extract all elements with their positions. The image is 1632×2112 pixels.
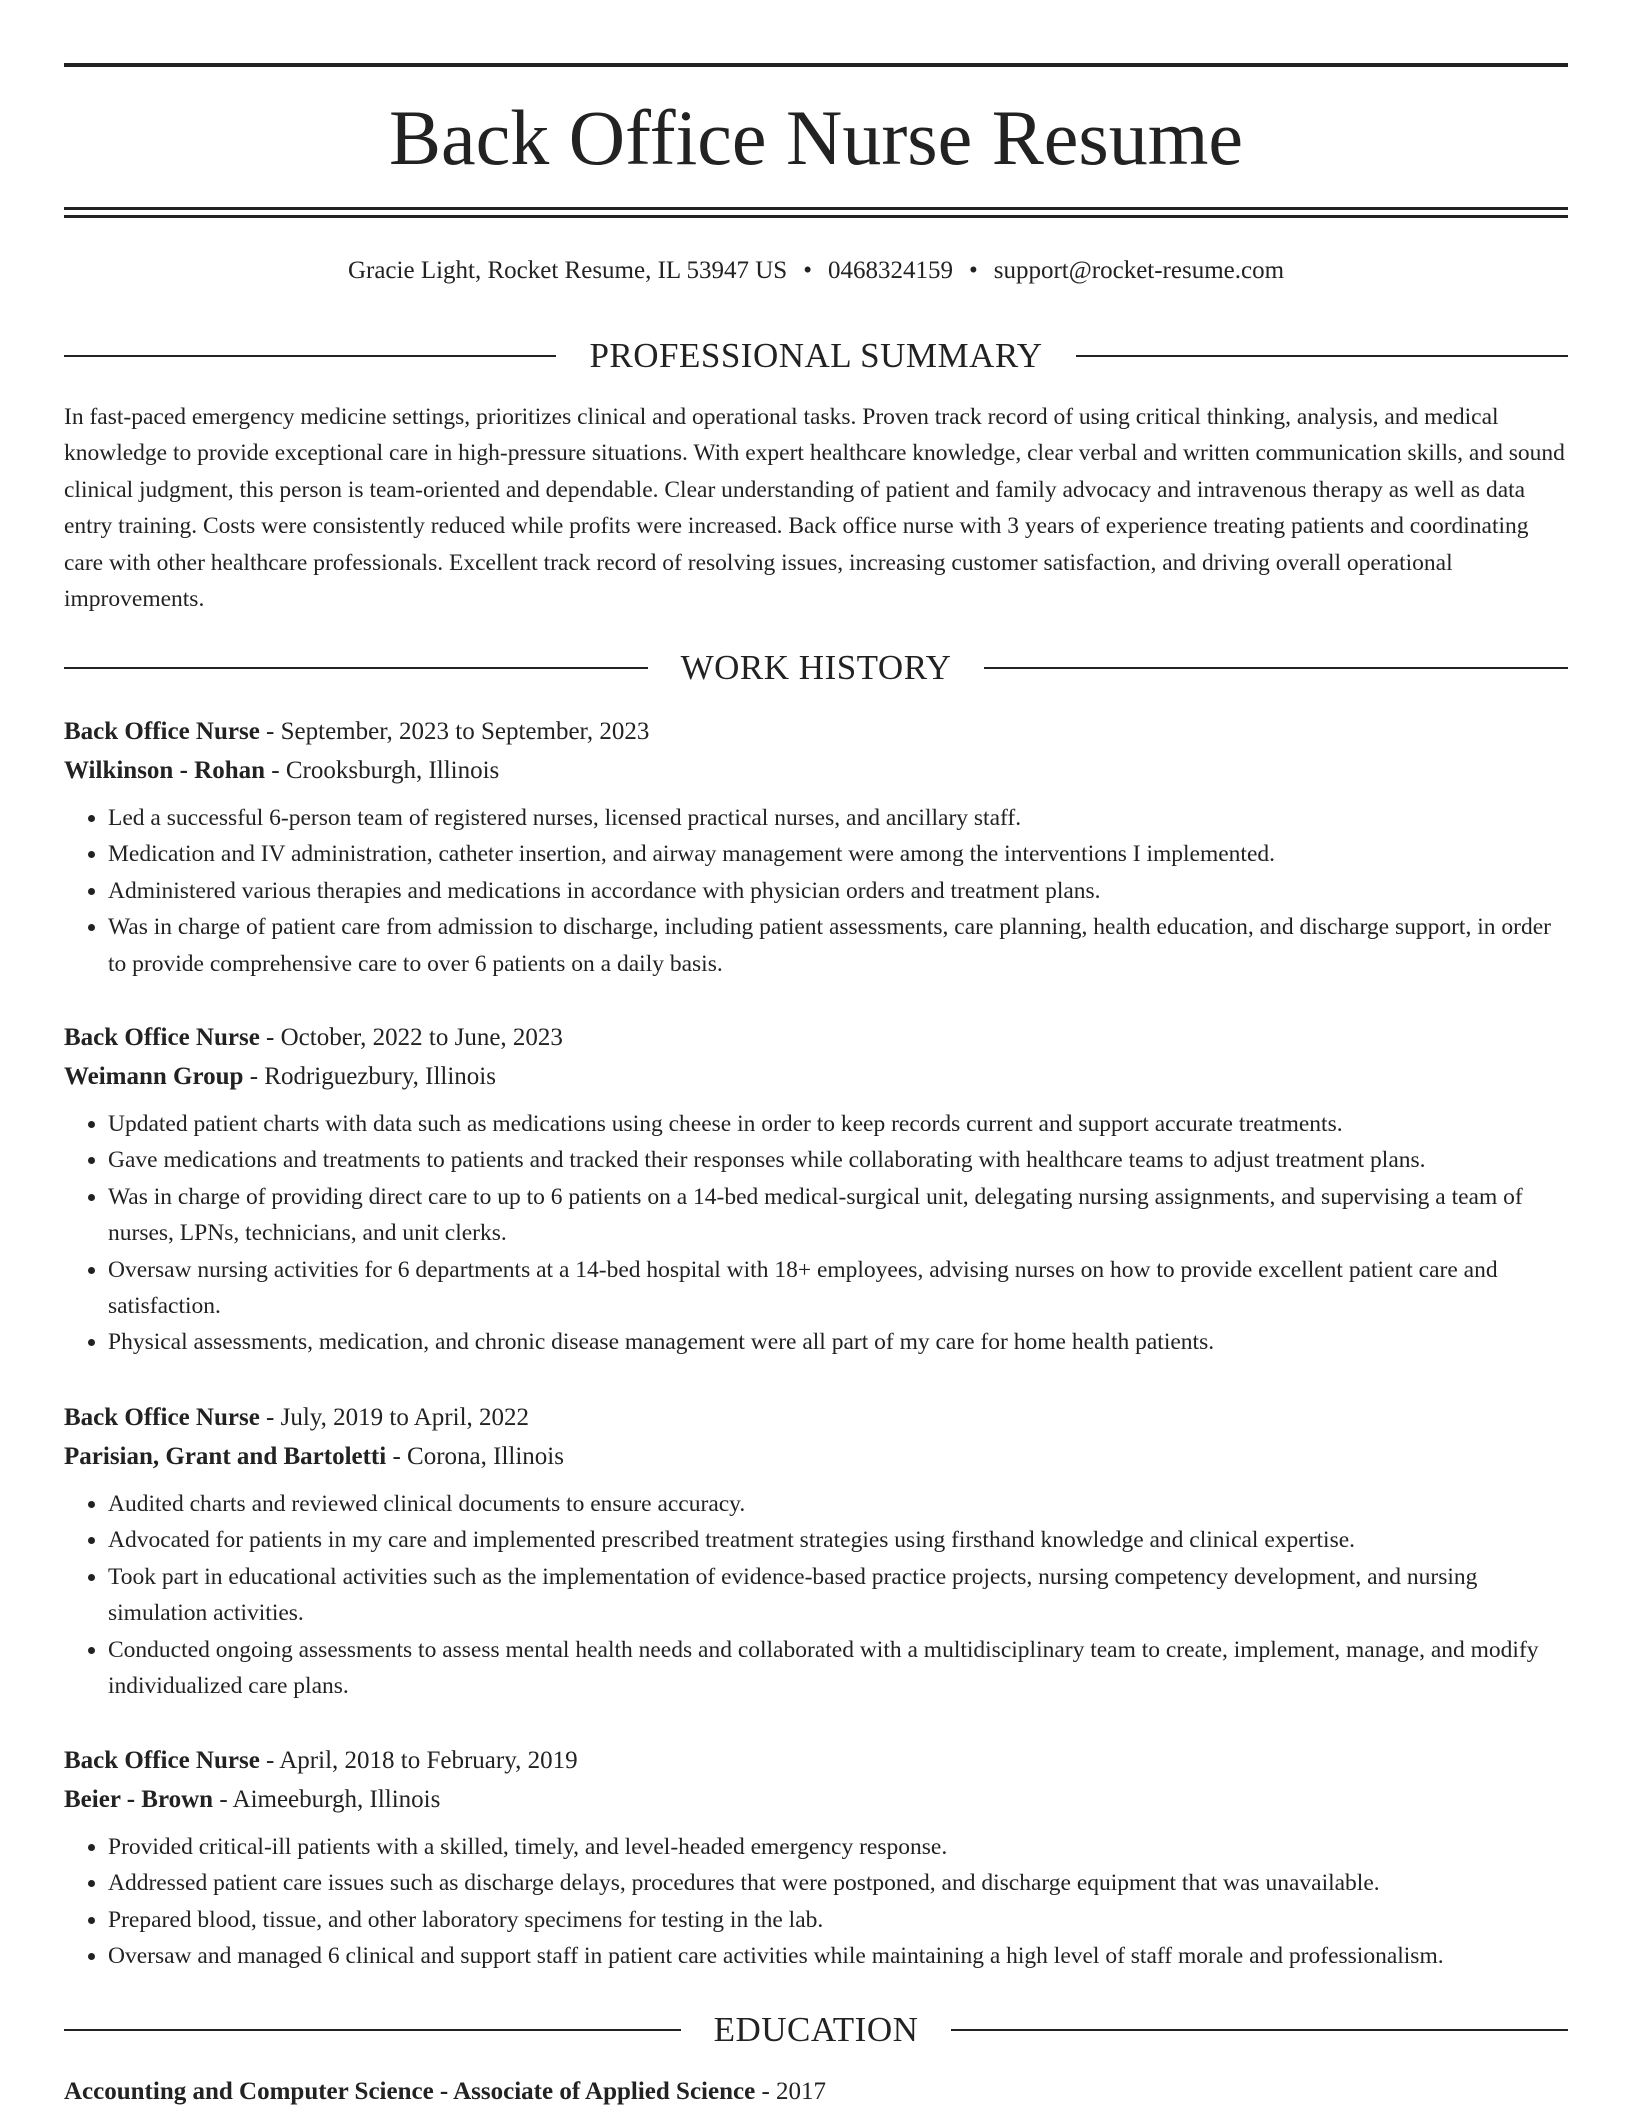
list-item: • Administered various therapies and medications in accordance with physician orders and treatment plans. bbox=[108, 873, 1568, 909]
section-rule-left bbox=[64, 2029, 681, 2031]
job-location: - Corona, Illinois bbox=[386, 1443, 564, 1470]
section-title-education: EDUCATION bbox=[713, 2010, 919, 2049]
contact-line bbox=[64, 254, 1568, 288]
section-header-work bbox=[64, 646, 1568, 690]
job-bullets bbox=[64, 1106, 1568, 1361]
summary-text: In fast-paced emergency medicine settings, prioritizes clinical and operational tasks. Proven track record of using critical thinking, analysis, and medical knowledge to provide exceptional care in high-pressure situations. With expert healthcare knowledge, clear verbal and written communication skills, and sound clinical judgment, this person is team-oriented and dependable. Clear understanding of patient and family advocacy and intravenous therapy as well as data entry training. Costs were consistently reduced while profits were increased. Back office nurse with 3 years of experience treating patients and coordinating care with other healthcare professionals. Excellent track record of resolving issues, increasing customer satisfaction, and driving overall operational improvements. bbox=[64, 404, 1565, 613]
section-header-education bbox=[64, 2008, 1568, 2052]
job-dates: - April, 2018 to February, 2019 bbox=[259, 1747, 578, 1774]
list-item: • Took part in educational activities such as the implementation of evidence-based practice projects, nursing competency development, and nursing simulation activities. bbox=[108, 1559, 1568, 1632]
job-bullets bbox=[64, 1829, 1568, 1975]
job-company-line bbox=[64, 1780, 1568, 1819]
job-role: Back Office Nurse bbox=[64, 718, 260, 745]
job-title-line bbox=[64, 1018, 1568, 1057]
section-rule-left bbox=[64, 667, 648, 669]
contact-address: Gracie Light, Rocket Resume, IL 53947 US bbox=[347, 257, 788, 284]
contact-separator: • bbox=[803, 257, 812, 284]
job-company-line bbox=[64, 1057, 1568, 1096]
job-entry bbox=[64, 1741, 1568, 1975]
list-item: • Addressed patient care issues such as discharge delays, procedures that were postponed, and discharge equipment that was unavailable. bbox=[108, 1865, 1568, 1901]
list-item: • Oversaw nursing activities for 6 departments at a 14-bed hospital with 18+ employees, advising nurses on how to provide excellent patient care and satisfaction. bbox=[108, 1252, 1568, 1325]
education-entry bbox=[64, 2074, 1568, 2110]
section-title-summary: PROFESSIONAL SUMMARY bbox=[589, 336, 1043, 375]
list-item: • Oversaw and managed 6 clinical and support staff in patient care activities while maintaining a high level of staff morale and professionalism. bbox=[108, 1938, 1568, 1974]
job-dates: - October, 2022 to June, 2023 bbox=[259, 1024, 563, 1051]
education-degree: Accounting and Computer Science - Associate of Applied Science bbox=[64, 2078, 756, 2105]
list-item: • Gave medications and treatments to patients and tracked their responses while collaborating with healthcare teams to adjust treatment plans. bbox=[108, 1142, 1568, 1178]
section-title-work: WORK HISTORY bbox=[680, 648, 952, 687]
list-item: • Medication and IV administration, catheter insertion, and airway management were among the interventions I implemented. bbox=[108, 836, 1568, 872]
job-role: Back Office Nurse bbox=[64, 1747, 260, 1774]
list-item: • Updated patient charts with data such as medications using cheese in order to keep records current and support accurate treatments. bbox=[108, 1106, 1568, 1142]
job-entry bbox=[64, 712, 1568, 982]
list-item: • Physical assessments, medication, and chronic disease management were all part of my care for home health patients. bbox=[108, 1324, 1568, 1360]
list-item: • Conducted ongoing assessments to assess mental health needs and collaborated with a multidisciplinary team to create, implement, manage, and modify individualized care plans. bbox=[108, 1632, 1568, 1705]
section-header-summary bbox=[64, 334, 1568, 378]
section-rule-left bbox=[64, 355, 556, 357]
job-title-line bbox=[64, 1398, 1568, 1437]
title-rule-lower bbox=[64, 215, 1568, 218]
list-item: • Led a successful 6-person team of registered nurses, licensed practical nurses, and ancillary staff. bbox=[108, 800, 1568, 836]
job-location: - Crooksburgh, Illinois bbox=[265, 757, 500, 784]
list-item: • Was in charge of providing direct care to up to 6 patients on a 14-bed medical-surgical unit, delegating nursing assignments, and supervising a team of nurses, LPNs, technicians, and unit clerks. bbox=[108, 1179, 1568, 1252]
job-dates: - July, 2019 to April, 2022 bbox=[259, 1404, 530, 1431]
job-company-line bbox=[64, 1437, 1568, 1476]
job-location: - Aimeeburgh, Illinois bbox=[213, 1786, 441, 1813]
list-item: • Audited charts and reviewed clinical documents to ensure accuracy. bbox=[108, 1486, 1568, 1522]
job-dates: - September, 2023 to September, 2023 bbox=[259, 718, 650, 745]
job-entry bbox=[64, 1018, 1568, 1361]
job-role: Back Office Nurse bbox=[64, 1404, 260, 1431]
education-year: - 2017 bbox=[755, 2078, 827, 2105]
job-role: Back Office Nurse bbox=[64, 1024, 260, 1051]
job-company: Weimann Group bbox=[64, 1063, 244, 1090]
job-bullets bbox=[64, 800, 1568, 982]
job-company: Beier - Brown bbox=[64, 1786, 214, 1813]
top-rule bbox=[64, 63, 1568, 67]
contact-email: support@rocket-resume.com bbox=[993, 257, 1285, 284]
contact-phone: 0468324159 bbox=[827, 257, 953, 284]
section-rule-right bbox=[1076, 355, 1568, 357]
job-company: Parisian, Grant and Bartoletti bbox=[64, 1443, 387, 1470]
list-item: • Prepared blood, tissue, and other laboratory specimens for testing in the lab. bbox=[108, 1902, 1568, 1938]
list-item: • Advocated for patients in my care and implemented prescribed treatment strategies using firsthand knowledge and clinical expertise. bbox=[108, 1522, 1568, 1558]
list-item: • Provided critical-ill patients with a skilled, timely, and level-headed emergency response. bbox=[108, 1829, 1568, 1865]
contact-separator: • bbox=[968, 257, 978, 284]
job-bullets bbox=[64, 1486, 1568, 1704]
section-rule-right bbox=[951, 2029, 1568, 2031]
page-title: Back Office Nurse Resume bbox=[388, 94, 1244, 181]
job-title-line bbox=[64, 1741, 1568, 1780]
job-entry bbox=[64, 1398, 1568, 1704]
list-item: • Was in charge of patient care from admission to discharge, including patient assessments, care planning, health education, and discharge support, in order to provide comprehensive care to over 6 patients on a daily basis. bbox=[108, 909, 1568, 982]
title-rule-upper bbox=[64, 207, 1568, 210]
job-company-line bbox=[64, 751, 1568, 790]
job-location: - Rodriguezbury, Illinois bbox=[243, 1063, 496, 1090]
job-company: Wilkinson - Rohan bbox=[64, 757, 266, 784]
job-title-line bbox=[64, 712, 1568, 751]
section-rule-right bbox=[984, 667, 1568, 669]
